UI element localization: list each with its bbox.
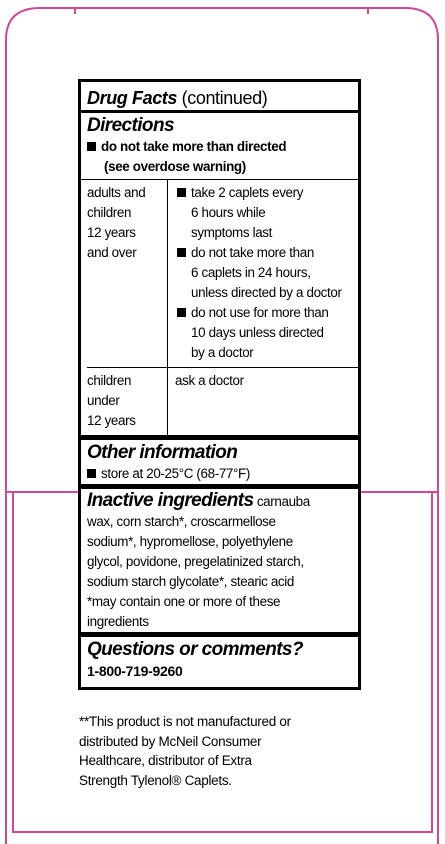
bullet-line: symptoms last — [191, 225, 273, 240]
bullet-line: take 2 caplets every — [191, 185, 304, 200]
age-group-cell — [87, 180, 168, 368]
ingredients-line: *may contain one or more of these — [87, 594, 281, 609]
footnote-line: Strength Tylenol® Caplets. — [79, 772, 232, 788]
directions-section — [81, 113, 358, 177]
bullet-line: unless directed by a doctor — [191, 285, 342, 300]
footnote-line: distributed by McNeil Consumer — [79, 733, 262, 749]
inactive-ingredients-heading: Inactive ingredients — [87, 490, 254, 511]
ingredients-line: wax, corn starch*, croscarmellose — [87, 514, 276, 529]
dosage-cell: ask a doctor — [168, 368, 359, 436]
footnote-line: Healthcare, distributor of Extra — [79, 753, 252, 768]
drug-facts-panel — [78, 79, 361, 690]
age-group-cell — [87, 368, 168, 436]
table-row — [87, 180, 358, 368]
age-line: 12 years — [87, 413, 136, 428]
other-information-heading: Other information — [87, 442, 238, 463]
directions-table — [87, 180, 358, 435]
age-line: adults and — [87, 185, 146, 200]
bullet-square-icon — [177, 308, 186, 317]
bullet-line: 6 caplets in 24 hours, — [191, 265, 311, 280]
age-line: and over — [87, 245, 137, 260]
bullet-line: by a doctor — [191, 345, 254, 360]
bullet-line: do not use for more than — [191, 305, 329, 320]
table-row — [87, 368, 358, 436]
bullet-square-icon — [177, 248, 186, 257]
title-bold: Drug Facts — [87, 88, 178, 108]
drug-facts-title — [87, 82, 352, 110]
questions-heading: Questions or comments? — [87, 639, 303, 660]
bullet-line: 6 hours while — [191, 205, 266, 220]
dosage-bullet — [175, 303, 354, 363]
directions-warning — [87, 137, 352, 177]
ingredients-line: ingredients — [87, 614, 149, 629]
age-line: children — [87, 205, 132, 220]
bullet-line: 10 days unless directed — [191, 325, 324, 340]
ingredients-first-line: carnauba — [256, 494, 310, 509]
title-continued: (continued) — [181, 88, 268, 108]
phone-number: 1-800-719-9260 — [87, 663, 183, 679]
directions-heading: Directions — [87, 115, 174, 136]
warning-line-1: do not take more than directed — [101, 139, 287, 154]
age-line: children — [87, 373, 132, 388]
inactive-ingredients-section — [81, 489, 358, 632]
ingredients-line: sodium*, hypromellose, polyethylene — [87, 534, 293, 549]
dosage-bullet — [175, 243, 354, 303]
bullet-square-icon — [87, 469, 96, 478]
warning-line-2: (see overdose warning) — [104, 159, 246, 174]
ingredients-line: glycol, povidone, pregelatinized starch, — [87, 554, 304, 569]
dosage-cell — [168, 180, 359, 368]
questions-section — [81, 637, 358, 687]
other-information-section — [81, 440, 358, 484]
age-line: under — [87, 393, 120, 408]
bullet-square-icon — [177, 188, 186, 197]
dosage-bullet — [175, 183, 354, 243]
age-line: 12 years — [87, 225, 136, 240]
footnote-line: **This product is not manufactured or — [79, 714, 291, 729]
storage-text: store at 20-25°C (68-77°F) — [101, 466, 250, 481]
ingredients-line: sodium starch glycolate*, stearic acid — [87, 574, 294, 589]
manufacturer-footnote — [79, 712, 359, 790]
bullet-line: do not take more than — [191, 245, 314, 260]
bullet-square-icon — [87, 142, 96, 151]
